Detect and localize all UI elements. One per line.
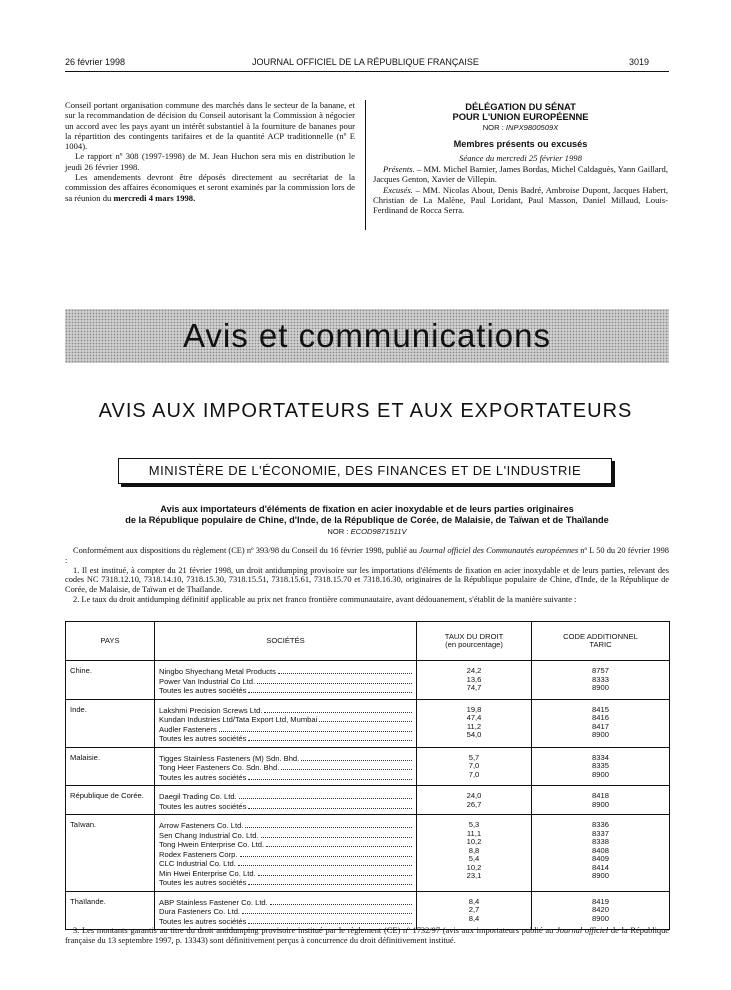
company-line [159, 773, 412, 783]
companies-cell [155, 891, 417, 930]
company-line [159, 715, 412, 725]
left-paragraph-3: Les amendements devront être déposés directement au secrétariat de la commission des affaires économiques et seront examinés par la commission lors de sa réunion du mercredi 4 mars 1998. [65, 172, 355, 203]
table-row [66, 699, 670, 747]
banner-title: Avis et communications [182, 317, 552, 354]
leader-dots [258, 869, 412, 876]
taric-code: 8900 [592, 683, 609, 692]
table-body [66, 661, 670, 930]
codes-cell [532, 786, 670, 815]
left-paragraph-2: Le rapport nº 308 (1997-1998) de M. Jean Huchon sera mis en distribution le jeudi 26 février 1998. [65, 151, 355, 172]
leader-dots [238, 859, 412, 866]
header-societes: SOCIÉTÉS [155, 622, 417, 661]
country-name: Chine. [70, 666, 92, 675]
company-name: Daegil Trading Co. Ltd. [159, 792, 237, 801]
duty-rate: 24,2 [466, 666, 482, 675]
meeting-date: mercredi 4 mars 1998. [113, 192, 196, 203]
company-name: Power Van Industrial Co Ltd. [159, 676, 256, 686]
header-code: CODE ADDITIONNEL TARIC [532, 622, 670, 661]
company-name: Tigges Stainless Fasteners (M) Sdn. Bhd. [159, 753, 300, 763]
country-cell [66, 699, 155, 747]
company-line [159, 763, 412, 773]
rates-cell [417, 699, 532, 747]
duty-rate: 8,4 [468, 896, 480, 906]
avis-nor: NOR : ECOD9871511V [327, 527, 407, 536]
taric-code: 8414 [592, 862, 609, 872]
codes-cell [532, 891, 670, 930]
leader-dots [281, 763, 412, 770]
avis-body [65, 546, 669, 605]
duty-rate: 7,0 [468, 769, 480, 779]
taric-code: 8417 [592, 721, 609, 731]
company-name: Sen Chang Industrial Co. Ltd. [159, 830, 259, 840]
taric-code: 8900 [592, 913, 609, 923]
taric-code: 8900 [592, 799, 609, 809]
country-cell [66, 891, 155, 930]
left-column [65, 100, 355, 203]
leader-dots [261, 831, 412, 838]
leader-dots [239, 792, 412, 799]
company-line [159, 802, 412, 812]
taric-code: 8419 [592, 896, 609, 906]
closing-text [65, 926, 669, 946]
header-pays: PAYS [66, 622, 155, 661]
excuses-paragraph: Excusés. – MM. Nicolas About, Denis Badré, Ambroise Dupont, Jacques Habert, Christian de La Malène, Paul Loridant, Paul Masson, Daniel Millaud, Louis-Ferdinand de Rocca Serra. [373, 184, 668, 216]
companies-cell [155, 815, 417, 892]
company-line [159, 850, 412, 860]
duty-rate: 10,2 [466, 862, 482, 872]
rates-cell [417, 786, 532, 815]
members-subtitle: Membres présents ou excusés [453, 139, 588, 149]
company-name: CLC Industrial Co. Ltd. [159, 859, 236, 868]
taric-code: 8409 [592, 854, 609, 863]
avis-paragraph-1: Conformément aux dispositions du règlement (CE) nº 393/98 du Conseil du 16 février 1998, publié au Journal officiel des Communautés européennes nº L 50 du 20 février 1998 : [65, 546, 669, 565]
company-name: Toutes les autres sociétés [159, 801, 247, 811]
country-cell [66, 661, 155, 700]
company-name: Kundan Industries Ltd/Tata Export Ltd, Mumbai [159, 715, 318, 724]
company-line [159, 734, 412, 744]
avis-title-line-1: Avis aux importateurs d'éléments de fixation en acier inoxydable et de leurs parties originaires [160, 504, 574, 514]
taric-code: 8336 [592, 820, 609, 829]
duty-rate: 19,8 [466, 704, 482, 714]
rates-cell [417, 815, 532, 892]
left-paragraph-1: Conseil portant organisation commune des marchés dans le secteur de la banane, et sur la recommandation de décision du Conseil autorisant la Commission à négocier un accord avec les pays ayant un intérêt substantiel à la fourniture de bananes pour la répartition des contingents tarifaires et de la quantité ACP traditionnelle (nº E 1004). [65, 100, 355, 152]
delegation-nor: NOR : INPX9800509X [482, 123, 559, 132]
company-name: Toutes les autres sociétés [159, 734, 247, 743]
codes-cell [532, 747, 670, 786]
taric-code: 8415 [592, 704, 609, 714]
taric-code: 8333 [592, 674, 609, 684]
table-row [66, 786, 670, 815]
duty-rate: 8,8 [468, 845, 480, 855]
company-name: Tong Heer Fasteners Co. Sdn. Bhd. [159, 763, 280, 772]
taric-code: 8408 [592, 845, 609, 855]
leader-dots [245, 821, 412, 828]
duty-rate: 47,4 [466, 713, 482, 722]
avis-paragraph-3: 2. Le taux du droit antidumping définitif applicable au prix net franco frontière communautaire, avant dédouanement, s'établit de la manière suivante : [73, 594, 577, 604]
company-name: Rodex Fasteners Corp. [159, 849, 238, 859]
codes-cell [532, 661, 670, 700]
duty-rate: 24,0 [466, 791, 482, 800]
leader-dots [248, 686, 412, 693]
avis-paragraph-2: 1. Il est institué, à compter du 21 février 1998, un droit antidumping provisoire sur les importations d'éléments de fixation en acier inoxydable et de leurs parties, relevant des codes NC 7318.12.10, 7318.14.10, 7318.15.30, 7318.15.51, 7318.15.61, 7318.15.70 et 7318.16.30, originaires de la République populaire de Chine, d'Inde, de la République de Corée, de Malaisie, de Taïwan et de Thaïlande. [65, 565, 669, 595]
leader-dots [248, 773, 412, 780]
codes-cell [532, 699, 670, 747]
company-name: ABP Stainless Fastener Co. Ltd. [159, 897, 268, 907]
table-row [66, 891, 670, 930]
seance-date: Séance du mercredi 25 février 1998 [459, 153, 582, 163]
delegation-title-1: DÉLÉGATION DU SÉNAT [465, 101, 576, 112]
duty-rate: 11,1 [466, 828, 482, 838]
duty-rate: 13,6 [466, 674, 482, 684]
company-line [159, 840, 412, 850]
country-name: Taïwan. [70, 820, 97, 829]
taric-code: 8338 [592, 837, 609, 846]
table-row [66, 815, 670, 892]
duty-rate: 74,7 [466, 683, 482, 692]
leader-dots [242, 907, 412, 914]
taric-code: 8337 [592, 828, 609, 838]
company-line [159, 686, 412, 696]
header-rule [65, 71, 669, 72]
duty-rate: 7,0 [468, 761, 480, 770]
company-line [159, 706, 412, 716]
duty-rate: 8,4 [468, 913, 480, 923]
header-page-number: 3019 [629, 57, 650, 67]
taric-code: 8416 [592, 713, 609, 722]
rates-cell [417, 747, 532, 786]
avis-title-line-2: de la République populaire de Chine, d'Inde, de la République de Corée, de Malaisie, de Taïwan et de Thaïlande [125, 515, 609, 525]
leader-dots [240, 850, 412, 857]
section-banner [65, 309, 669, 363]
leader-dots [248, 802, 412, 809]
company-line [159, 792, 412, 802]
leader-dots [219, 725, 412, 732]
company-name: Ningbo Shyechang Metal Products [159, 667, 276, 676]
company-name: Toutes les autres sociétés [159, 878, 247, 887]
country-cell [66, 815, 155, 892]
leader-dots [266, 840, 412, 847]
company-line [159, 831, 412, 841]
duty-rates-table [65, 621, 670, 930]
rates-cell [417, 891, 532, 930]
country-name: Thaïlande. [70, 896, 106, 906]
leader-dots [248, 734, 412, 741]
company-line [159, 907, 412, 917]
duty-rate: 5,4 [468, 854, 480, 863]
company-line [159, 917, 412, 927]
taric-code: 8900 [592, 769, 609, 779]
table-header-row [66, 622, 670, 661]
delegation-title-2: POUR L'UNION EUROPÉENNE [452, 111, 589, 122]
leader-dots [248, 917, 412, 924]
country-cell [66, 786, 155, 815]
taric-code: 8420 [592, 905, 609, 914]
taric-code: 8900 [592, 871, 609, 880]
company-name: Toutes les autres sociétés [159, 686, 247, 695]
companies-cell [155, 747, 417, 786]
company-name: Arrow Fasteners Co. Ltd. [159, 821, 244, 830]
companies-cell [155, 661, 417, 700]
table-row [66, 747, 670, 786]
company-line [159, 667, 412, 677]
avis-paragraph-4: 3. Les montants garantis au titre du droit antidumping provisoire institué par le règlement (CE) nº 1732/97 (avis aux importateurs publié au Journal officiel de la République française du 13 septembre 1997, p. 13343) sont définitivement perçus à concurrence du droit définitivement institué. [65, 926, 670, 945]
right-column [373, 102, 668, 215]
duty-rate: 5,7 [468, 752, 480, 762]
column-divider [365, 100, 366, 230]
duty-rate: 26,7 [466, 799, 482, 809]
header-taux: TAUX DU DROIT (en pourcentage) [417, 622, 532, 661]
company-line [159, 859, 412, 869]
companies-cell [155, 786, 417, 815]
duty-rate: 11,2 [466, 721, 482, 731]
ministry-box: MINISTÈRE DE L'ÉCONOMIE, DES FINANCES ET DE L'INDUSTRIE [118, 458, 612, 484]
duty-rate: 5,3 [468, 820, 480, 829]
section-title: AVIS AUX IMPORTATEURS ET AUX EXPORTATEURS [98, 400, 633, 422]
country-cell [66, 747, 155, 786]
leader-dots [319, 715, 412, 722]
taric-code: 8757 [592, 666, 609, 675]
company-line [159, 677, 412, 687]
header-date: 26 février 1998 [65, 57, 126, 67]
country-name: République de Corée. [70, 791, 144, 800]
company-name: Lakshmi Precision Screws Ltd. [159, 705, 263, 715]
companies-cell [155, 699, 417, 747]
taric-code: 8334 [592, 752, 609, 762]
leader-dots [248, 878, 412, 885]
company-line [159, 869, 412, 879]
taric-code: 8900 [592, 730, 609, 739]
header-journal-title: JOURNAL OFFICIEL DE LA RÉPUBLIQUE FRANÇAISE [252, 57, 479, 67]
leader-dots [257, 677, 412, 684]
company-line [159, 878, 412, 888]
taric-code: 8418 [592, 791, 609, 800]
leader-dots [278, 667, 412, 674]
duty-rate: 2,7 [468, 905, 480, 914]
company-line [159, 725, 412, 735]
taric-code: 8335 [592, 761, 609, 770]
leader-dots [264, 706, 412, 713]
company-name: Min Hwei Enterprise Co. Ltd. [159, 868, 256, 878]
company-name: Toutes les autres sociétés [159, 916, 247, 926]
leader-dots [270, 898, 412, 905]
country-name: Malaisie. [70, 752, 100, 762]
company-name: Toutes les autres sociétés [159, 772, 247, 782]
leader-dots [301, 754, 412, 761]
company-name: Tong Hwein Enterprise Co. Ltd. [159, 840, 265, 849]
country-name: Inde. [70, 704, 87, 714]
duty-rate: 23,1 [466, 871, 482, 880]
company-name: Audler Fasteners [159, 724, 217, 734]
table-row [66, 661, 670, 700]
company-name: Dura Fasteners Co. Ltd. [159, 907, 241, 916]
company-line [159, 898, 412, 908]
rates-cell [417, 661, 532, 700]
duty-rate: 54,0 [466, 730, 482, 739]
duty-rate: 10,2 [466, 837, 482, 846]
avis-title [65, 504, 669, 537]
company-line [159, 821, 412, 831]
presents-paragraph: Présents. – MM. Michel Barnier, James Bordas, Michel Caldaguès, Yann Gaillard, Jacques Genton, Xavier de Villepin. [373, 164, 668, 185]
codes-cell [532, 815, 670, 892]
company-line [159, 754, 412, 764]
